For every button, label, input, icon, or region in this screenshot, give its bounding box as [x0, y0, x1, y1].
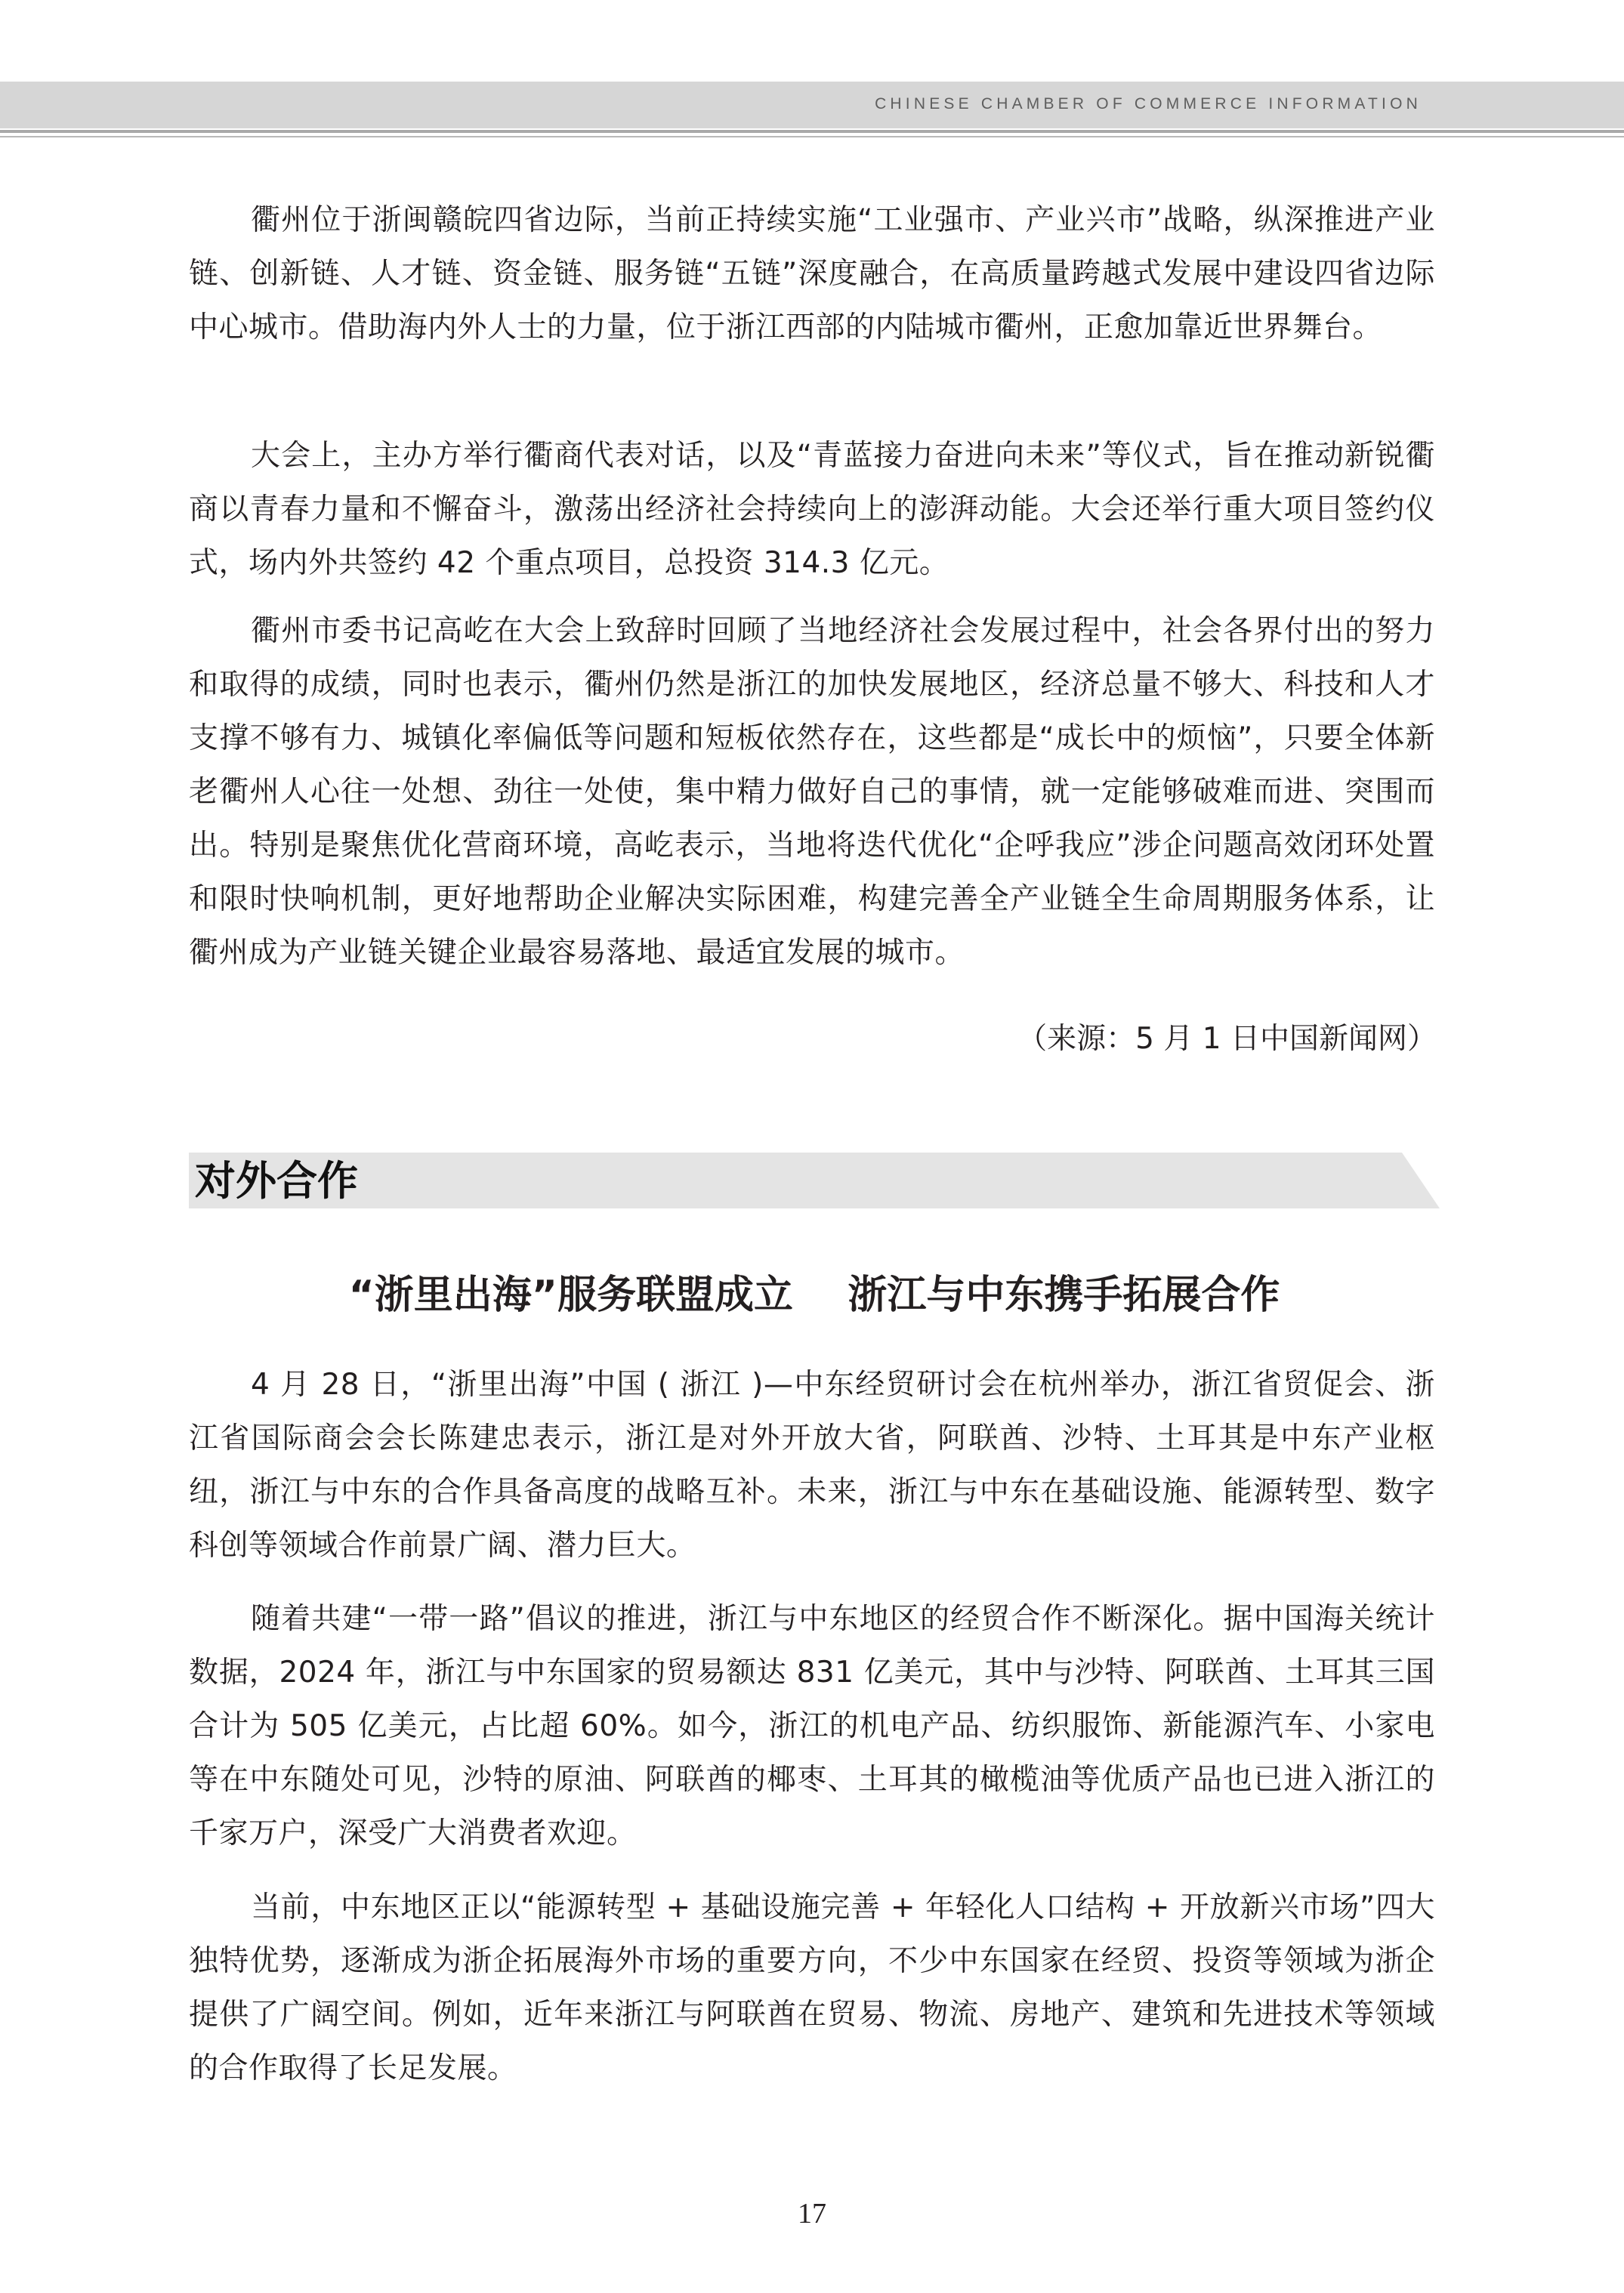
running-header-title: CHINESE CHAMBER OF COMMERCE INFORMATION: [875, 95, 1422, 113]
article2-paragraph-2: 随着共建“一带一路”倡议的推进，浙江与中东地区的经贸合作不断深化。据中国海关统计数据，2024 年，浙江与中东国家的贸易额达 831 亿美元，其中与沙特、阿联酋、土耳其三国合计为 505 亿美元，占比超 60%。如今，浙江的机电产品、纺织服饰、新能源汽车、小家电等在中东随处可见，沙特的原油、阿联酋的椰枣、土耳其的橄榄油等优质产品也已进入浙江的千家万户，深受广大消费者欢迎。: [189, 1602, 1435, 1850]
article2-paragraph-3: 当前，中东地区正以“能源转型 + 基础设施完善 + 年轻化人口结构 + 开放新兴市场”四大独特优势，逐渐成为浙企拓展海外市场的重要方向，不少中东国家在经贸、投资等领域为浙企提供了广阔空间。例如，近年来浙江与阿联酋在贸易、物流、房地产、建筑和先进技术等领域的合作取得了长足发展。: [189, 1890, 1435, 2085]
article2-paragraph-1: 4 月 28 日，“浙里出海”中国 ( 浙江 )—中东经贸研讨会在杭州举办，浙江省贸促会、浙江省国际商会会长陈建忠表示，浙江是对外开放大省，阿联酋、沙特、土耳其是中东产业枢纽，浙江与中东的合作具备高度的战略互补。未来，浙江与中东在基础设施、能源转型、数字科创等领域合作前景广阔、潜力巨大。: [189, 1368, 1435, 1563]
article2-title: “浙里出海”服务联盟成立 浙江与中东携手拓展合作: [348, 1273, 1280, 1318]
page-number: 17: [798, 2198, 826, 2230]
header-rule-secondary: [0, 136, 1624, 137]
article1-source: （来源：5 月 1 日中国新闻网）: [1017, 1022, 1437, 1056]
section-title: 对外合作: [195, 1156, 358, 1205]
article1-paragraph-2: 大会上，主办方举行衢商代表对话，以及“青蓝接力奋进向未来”等仪式，旨在推动新锐衢商以青春力量和不懈奋斗，激荡出经济社会持续向上的澎湃动能。大会还举行重大项目签约仪式，场内外共签约 42 个重点项目，总投资 314.3 亿元。: [189, 439, 1435, 580]
header-rule: [0, 130, 1624, 133]
section-banner: [189, 1153, 1440, 1208]
article1-paragraph-3: 衢州市委书记高屹在大会上致辞时回顾了当地经济社会发展过程中，社会各界付出的努力和取得的成绩，同时也表示，衢州仍然是浙江的加快发展地区，经济总量不够大、科技和人才支撑不够有力、城镇化率偏低等问题和短板依然存在，这些都是“成长中的烦恼”，只要全体新老衢州人心往一处想、劲往一处使，集中精力做好自己的事情，就一定能够破难而进、突围而出。特别是聚焦优化营商环境，高屹表示，当地将迭代优化“企呼我应”涉企问题高效闭环处置和限时快响机制，更好地帮助企业解决实际困难，构建完善全产业链全生命周期服务体系，让衢州成为产业链关键企业最容易落地、最适宜发展的城市。: [189, 614, 1435, 970]
article1-paragraph-1: 衢州位于浙闽赣皖四省边际，当前正持续实施“工业强市、产业兴市”战略，纵深推进产业链、创新链、人才链、资金链、服务链“五链”深度融合，在高质量跨越式发展中建设四省边际中心城市。借助海内外人士的力量，位于浙江西部的内陆城市衢州，正愈加靠近世界舞台。: [189, 203, 1435, 344]
